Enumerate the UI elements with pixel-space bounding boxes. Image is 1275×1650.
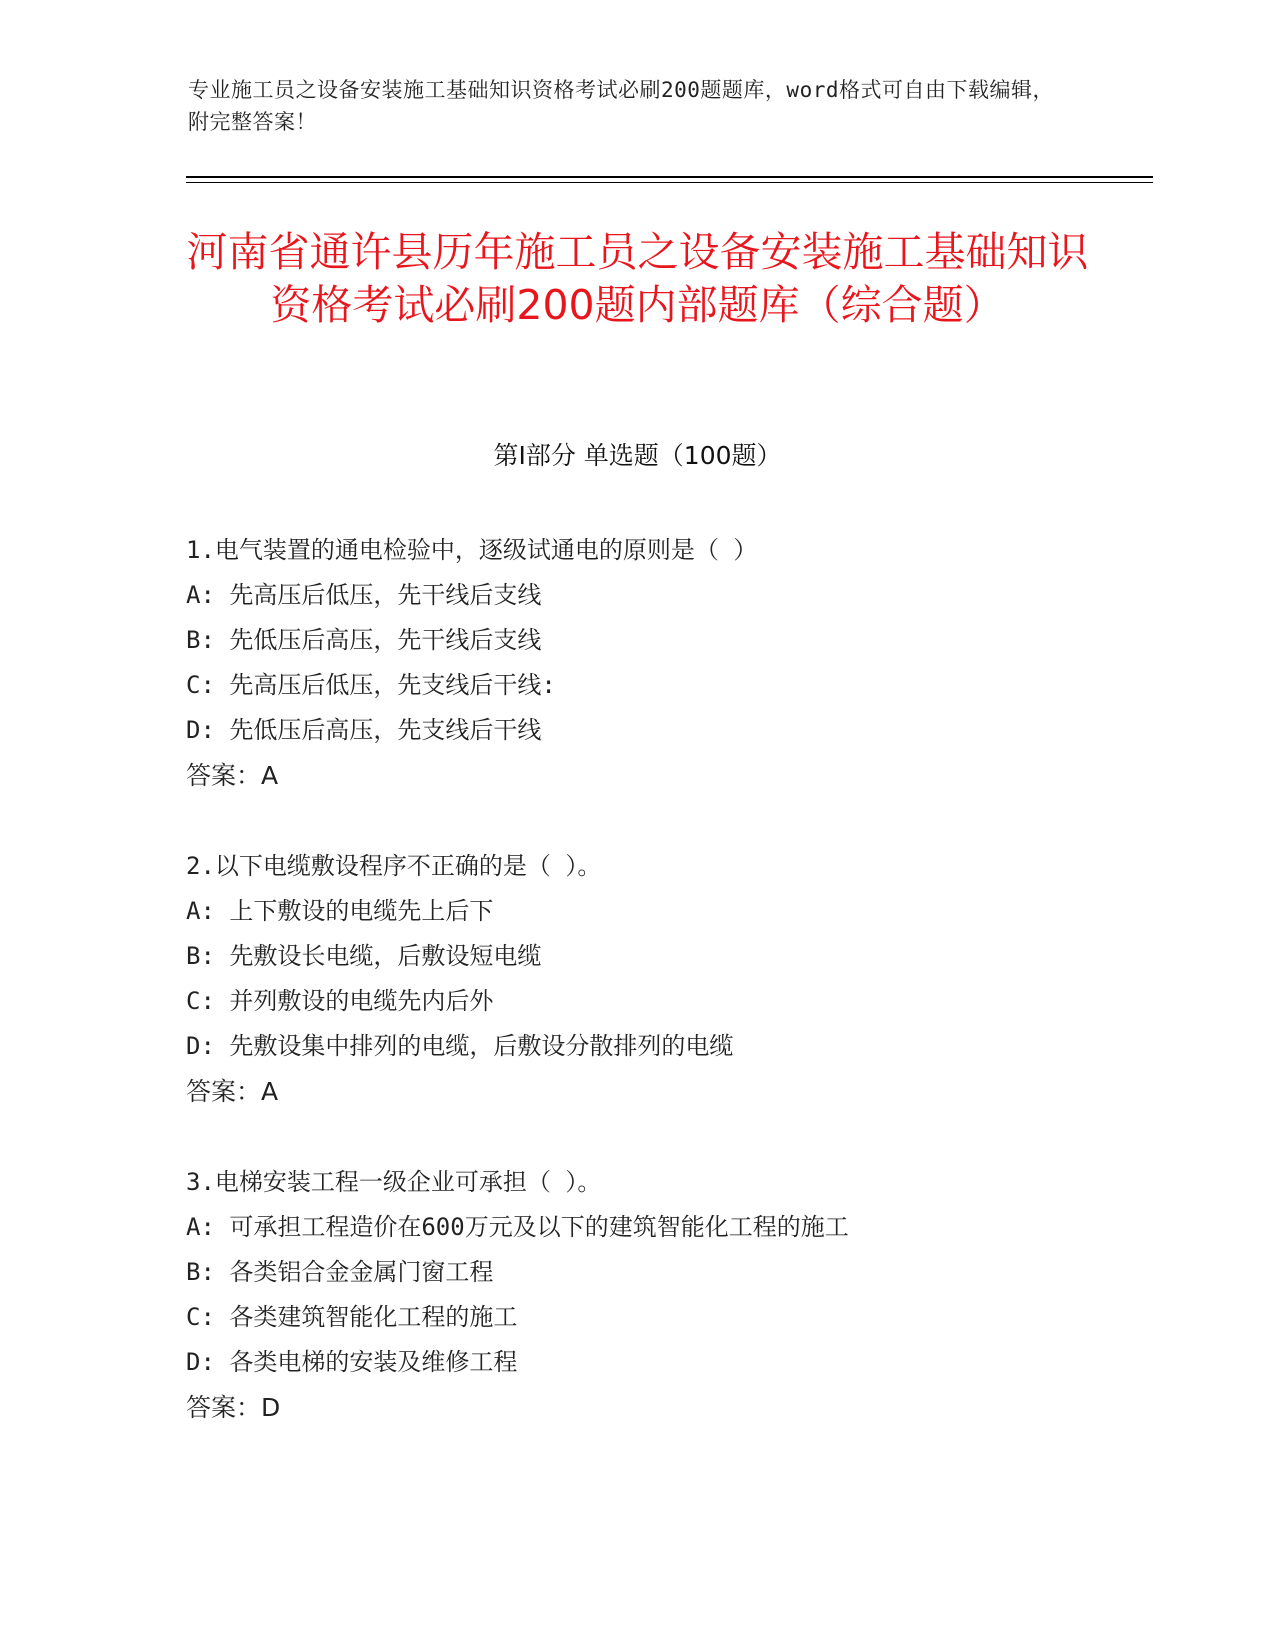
- question-3: [186, 1160, 1086, 1430]
- option-c: C: 各类建筑智能化工程的施工: [186, 1303, 518, 1331]
- section-heading: 第Ⅰ部分 单选题（100题）: [493, 441, 782, 470]
- header-rule-thin: [186, 182, 1153, 183]
- question-stem: 3.电梯安装工程一级企业可承担（ ）。: [186, 1168, 602, 1196]
- header-rule-thick: [186, 176, 1153, 178]
- question-list: [186, 528, 1086, 1476]
- question-1: [186, 528, 1086, 798]
- option-c: C: 并列敷设的电缆先内后外: [186, 987, 494, 1015]
- option-a: A: 先高压后低压，先干线后支线: [186, 581, 542, 609]
- option-a: A: 可承担工程造价在600万元及以下的建筑智能化工程的施工: [186, 1213, 849, 1241]
- question-stem: 2.以下电缆敷设程序不正确的是（ ）。: [186, 852, 602, 880]
- option-d: D: 各类电梯的安装及维修工程: [186, 1348, 518, 1376]
- document-title: 河南省通许县历年施工员之设备安装施工基础知识资格考试必刷200题内部题库（综合题）: [186, 228, 1089, 329]
- option-d: D: 先低压后高压，先支线后干线: [186, 716, 542, 744]
- option-b: B: 各类铝合金金属门窗工程: [186, 1258, 494, 1286]
- option-a: A: 上下敷设的电缆先上后下: [186, 897, 494, 925]
- option-d: D: 先敷设集中排列的电缆，后敷设分散排列的电缆: [186, 1032, 734, 1060]
- answer: 答案：D: [186, 1393, 281, 1422]
- answer: 答案：A: [186, 761, 279, 790]
- question-2: [186, 844, 1086, 1114]
- header-note: 专业施工员之设备安装施工基础知识资格考试必刷200题题库，word格式可自由下载编辑，附完整答案！: [188, 78, 1054, 134]
- answer: 答案：A: [186, 1077, 279, 1106]
- option-b: B: 先低压后高压，先干线后支线: [186, 626, 542, 654]
- question-stem: 1.电气装置的通电检验中，逐级试通电的原则是（ ）: [186, 536, 758, 564]
- option-b: B: 先敷设长电缆，后敷设短电缆: [186, 942, 542, 970]
- option-c: C: 先高压后低压，先支线后干线:: [186, 671, 556, 699]
